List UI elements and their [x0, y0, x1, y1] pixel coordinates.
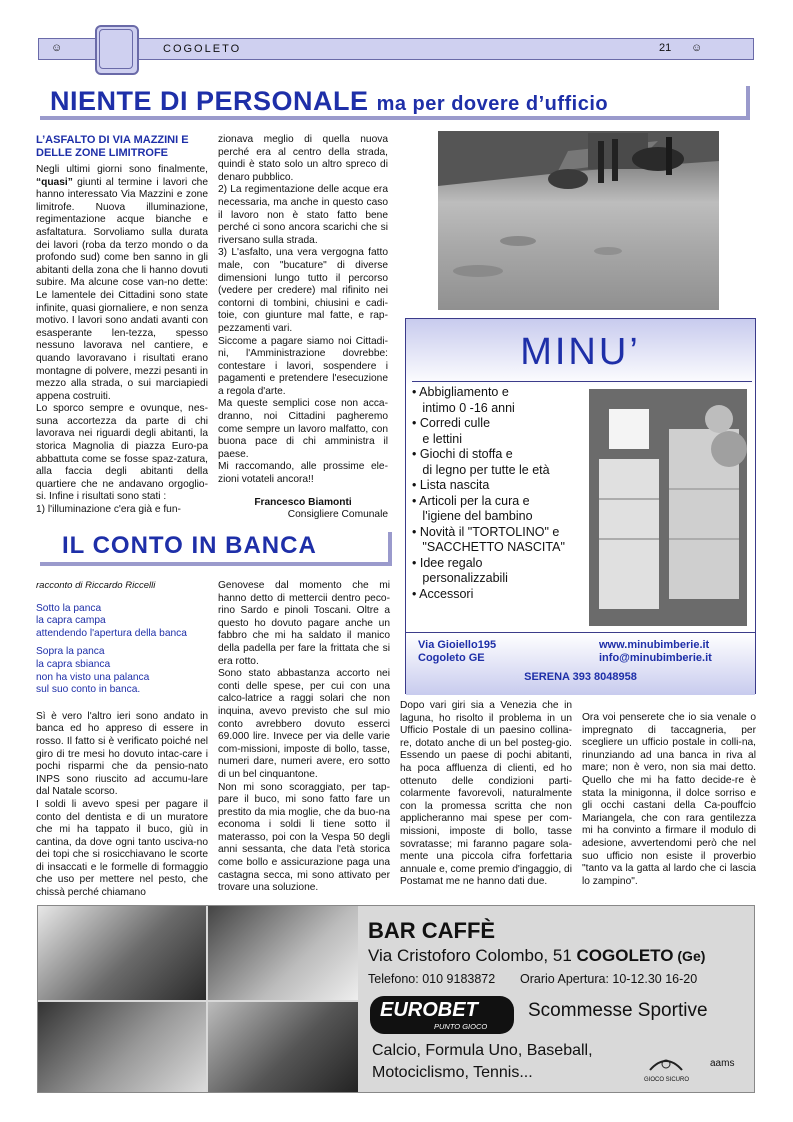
street-photo	[438, 131, 719, 310]
minu-advertisement	[405, 318, 756, 694]
minu-product-list	[412, 385, 565, 602]
poem-stanza-2	[36, 646, 208, 696]
list-item: intimo 0 -16 anni	[412, 400, 515, 415]
poem-line: Sotto la panca	[36, 602, 102, 614]
poem-line: la capra sbianca	[36, 658, 111, 670]
poem-line: Sopra la panca	[36, 646, 105, 658]
title-sub: ma per dovere d’ufficio	[376, 93, 609, 115]
gioco-sicuro-text: GIOCO SICURO	[644, 1077, 690, 1083]
batter-photo	[38, 1002, 206, 1093]
paragraph: I soldi li avevo spesi per pagare il conto del dentista e di un muratore che mi ha tappato il buco, giù in cantina, da dove ogni tanto usciva-no dei topi che si rosicchiavano le scorte di insaccati e le formelle di formaggio che uso per mettere nel pesto, che chissà perché chiamano	[36, 798, 208, 899]
smiley-icon: ☺	[51, 42, 63, 54]
bar-hours: Orario Apertura: 10-12.30 16-20	[520, 972, 698, 986]
signature-role: Consigliere Comunale	[287, 509, 388, 521]
town: COGOLETO	[576, 946, 674, 965]
text-bold: “quasi”	[36, 176, 73, 188]
scommesse-sportive: Scommesse Sportive	[528, 1000, 708, 1021]
baseball-photo	[38, 906, 206, 1000]
article2-column-1	[36, 580, 208, 900]
list-item: • Articoli per la cura e	[412, 493, 530, 508]
list-item: • Accessori	[412, 586, 474, 601]
minu-footer	[406, 632, 755, 695]
text: Negli ultimi giorni sono finalmente,	[36, 164, 208, 175]
paragraph: zionava meglio di quella nuova perché era al centro della strada, quindi è stato solo un altro spreco di denaro pubblico.	[218, 134, 388, 183]
bar-address	[368, 946, 705, 966]
list-item: • Lista nascita	[412, 478, 490, 492]
list-item: • Novità il "TORTOLINO" e	[412, 524, 560, 539]
list-item: e lettini	[412, 431, 463, 446]
email-link: info@minubimberie.it	[599, 652, 712, 664]
poem-line: attendendo l'apertura della banca	[36, 627, 187, 639]
province: (Ge)	[673, 948, 706, 964]
list-item: • Idee regalo	[412, 555, 483, 570]
text: giunti al termine i lavori che hanno interessato Via Mazzini e zone limitrofe. Nuova illuminazione, regimentazione acque bianche e asfaltatura. Sorvoliamo sulla durata dei lavori (roba da terzo mondo o da profondo sud) come ben sanno in gli abitanti della zona che li hanno dovuti subire. Ma alcune cose van-no dette: Le lamentele dei Cittadini sono state infinite, quasi giornaliere, e non senza motivo. I lavori sono andati avanti con esasperante len-tezza, spesso nessuno lavorava nel cantiere, e quando lavoravano i risultati erano montagne di polvere, mezzi pesanti in mezzo alla strada, o sui marciapiedi appena costruiti.	[36, 176, 208, 402]
tennis-photo	[208, 906, 358, 1000]
paragraph: Ma queste semplici cose non acca-dranno, noi Cittadini pagheremo come sempre un lavoro malfatto, con buona pace di chi amministra il paese.	[218, 398, 388, 460]
paragraph: Siccome a pagare siamo noi Cittadi-ni, l'Amministrazione dovrebbe: contestare i lavori, sospendere i pagamenti e pretendere l'esecuzione a regola d'arte.	[218, 335, 388, 397]
paragraph: Sì è vero l'altro ieri sono andato in banca ed ho appreso di essere in rosso. Il fatto si è verificato poiché nel giro di tre mesi ho dovuto intac-care i pochi risparmi che da pensio-nato INPS sono riuscito ad accumu-lare dal Natale scorso.	[36, 710, 208, 798]
bar-caffe-advertisement	[37, 905, 755, 1093]
eurobet-text: EUROBET	[380, 999, 478, 1021]
article-title-box	[40, 86, 750, 120]
page-header	[38, 38, 754, 60]
shop-photo-art	[589, 389, 747, 626]
punto-gioco-text: PUNTO GIOCO	[434, 1022, 488, 1031]
gioco-sicuro-icon	[648, 1052, 684, 1072]
byline: racconto di Riccardo Riccelli	[36, 580, 156, 591]
paragraph	[36, 164, 208, 403]
list-item: l'igiene del bambino	[412, 509, 533, 523]
list-item: di legno per tutte le età	[412, 462, 550, 477]
motorcycle-photo	[208, 1002, 358, 1093]
list-item: • Corredi culle	[412, 416, 491, 430]
aams-logo: aams	[710, 1058, 735, 1069]
signature-name: Francesco Biamonti	[254, 496, 352, 508]
paragraph: 2) La regimentazione delle acque era necessaria, ma anche in questo caso il lavoro non è stato fatto bene perché ci sono ancora scarichi che si riversano sulla strada.	[218, 184, 388, 246]
paragraph: Sono stato abbastanza accorto nei conti delle spese, per cui con una calco-latrice a raggi solari che non inquina, avevo previsto che sul mio conto avrebbero dovuto esserci 69.000 lire. Invece per via delle varie com-missioni, imposte di bollo, tasse, numeri dare, numeri avere, ero sotto di un bel cinquantone.	[218, 668, 390, 780]
shop-interior-photo	[589, 389, 747, 626]
street-photo-art	[438, 131, 719, 310]
article2-column-3	[400, 700, 572, 889]
header-square-ornament-inner	[99, 29, 133, 69]
paragraph: Lo sporco sempre e ovunque, nes-suna accortezza da parte di chi lavorava nei riguardi degli abitanti, la storica Magnolia di piazza Euro-pa abbattuta come se fosse spaz-zatura, alla faccia degli abitanti della quartiere che ne andavano orgoglio-si. Infine i risultati sono stati :	[36, 403, 208, 503]
list-item: "SACCHETTO NASCITA"	[412, 540, 565, 554]
paragraph: Ora voi penserete che io sia venale o impregnato di taccagneria, per scegliere un ufficio postale in colli-na, rinunziando ad una banca in riva al mare; non è vero, non sia mai detto. Quello che mi ha fatto decide-re è stata la minigonna, il dolce sorriso e gli occhi castani della Ca-pouffcio Mariangela, che con rara gentilezza mi ha convinto a firmare il modulo di adesione, avvertendomi però che nel suo ufficio non esiste il proverbio "tanto va la gatta al lardo che ci lascia lo zampino".	[582, 712, 756, 887]
street: Via Cristoforo Colombo, 51	[368, 946, 577, 965]
poem-line: sul suo conto in banca.	[36, 684, 141, 696]
article1-column-2	[218, 134, 388, 522]
list-item: • Abbigliamento e	[412, 385, 509, 399]
bar-phone: Telefono: 010 9183872	[368, 972, 496, 986]
address-line-1: Via Gioiello195	[418, 639, 497, 651]
paragraph: Mi raccomando, alle prossime ele-zioni votateli ancora!!	[218, 461, 388, 486]
list-item: personalizzabili	[412, 571, 508, 585]
paragraph: 1) l'illuminazione c'era già e fun-	[36, 504, 181, 516]
minu-title: MINU’	[520, 331, 641, 373]
list-item: • Giochi di stoffa e	[412, 447, 513, 461]
article2-column-4	[582, 712, 756, 888]
article2-column-2	[218, 580, 390, 895]
title-main: NIENTE DI PERSONALE	[50, 86, 369, 116]
eurobet-logo	[370, 996, 514, 1034]
article-title	[50, 86, 608, 117]
paragraph: Genovese dal momento che mi hanno detto di mettercii dentro peco-rino Sardo e pinoli Toscani. Oltre a questo ho dovuto pagare anche un fabbro che mi ha saldato il manico della padella per fare la frittata che si era rotto.	[218, 580, 390, 667]
paragraph: 3) L'asfalto, una vera vergogna fatto male, con "bucature" di diverse dimensioni lungo tutto il percorso (vedere per credere) mal rifinito nei contorni di tombini, chiusini e cadi-toie, con giunture mal fatte, e rap-pezzamenti vari.	[218, 247, 388, 334]
smiley-icon: ☺	[691, 42, 703, 54]
website-link: www.minubimberie.it	[599, 639, 710, 651]
sports-line-2: Motociclismo, Tennis...	[372, 1064, 533, 1081]
page-number: 21	[659, 42, 672, 54]
poem-stanza-1	[36, 603, 208, 641]
poem-line: non ha visto una palanca	[36, 671, 150, 683]
bar-name: BAR CAFFÈ	[368, 918, 496, 943]
article2-title-box	[40, 532, 392, 566]
phone: SERENA 393 8048958	[524, 671, 637, 683]
poem-line: la capra campa	[36, 615, 106, 627]
address-line-2: Cogoleto GE	[418, 652, 485, 664]
paragraph: Dopo vari giri sia a Venezia che in laguna, ho risolto il problema in un Ufficio Postale di un paesino collina-re, dotato anche di un bel posteg-gio. Essendo un paese di pochi abitanti, ha poca affluenza di clienti, ed ho ottenuto delle condizioni parti-colarmente favorevoli, naturalmente con la promessa scritta che non applicheranno mai spese per com-missioni, imposte di bollo, tasse sovratasse; mi faranno pagare sola-mente una piccola cifra forfettaria annuale e, come premio d'ingaggio, di Postamat me ne hanno dati due.	[400, 700, 572, 888]
header-title: COGOLETO	[163, 43, 242, 55]
article2-title: IL CONTO IN BANCA	[62, 532, 317, 559]
gioco-sicuro-logo	[648, 1052, 684, 1076]
divider	[412, 381, 752, 382]
article-headline: L’ASFALTO DI VIA MAZZINI E DELLE ZONE LIMITROFE	[36, 134, 189, 159]
paragraph: Non mi sono scoraggiato, per tap-pare il buco, mi sono fatto fare un prestito da mia moglie, che da buo-na economa i soldi li tiene sotto il materasso, poi con la Vespa 50 degli anni sessanta, che data l'età storica come bollo e assicurazione paga una castagna secca, mi sono attivato per trovare una soluzione.	[218, 781, 390, 894]
sports-line-1: Calcio, Formula Uno, Baseball,	[372, 1042, 593, 1059]
article1-column-1	[36, 164, 208, 517]
